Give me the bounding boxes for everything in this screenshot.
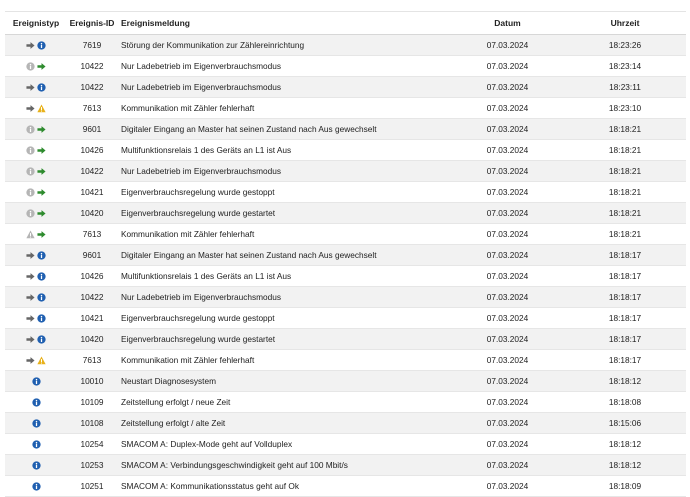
event-time-cell: 18:18:12 (564, 371, 686, 392)
event-time-cell: 18:18:17 (564, 308, 686, 329)
event-time-cell: 18:18:21 (564, 140, 686, 161)
info-icon (37, 83, 46, 92)
event-id-cell: 9601 (67, 119, 117, 140)
event-id-cell: 10421 (67, 308, 117, 329)
event-type-icons (26, 104, 46, 113)
info-icon (37, 41, 46, 50)
event-message-cell: Eigenverbrauchsregelung wurde gestoppt (117, 308, 451, 329)
event-time-cell: 18:18:12 (564, 455, 686, 476)
event-type-icons (32, 419, 41, 428)
event-id-cell: 10422 (67, 77, 117, 98)
table-row[interactable] (5, 56, 686, 77)
event-type-cell (5, 203, 67, 224)
event-message-cell: Neustart Diagnosesystem (117, 371, 451, 392)
info-grey-icon (26, 209, 35, 218)
event-date-cell: 07.03.2024 (451, 266, 564, 287)
warning-icon (37, 104, 46, 113)
event-message-cell: Nur Ladebetrieb im Eigenverbrauchsmodus (117, 161, 451, 182)
column-header-date[interactable]: Datum (451, 12, 564, 35)
event-type-cell (5, 392, 67, 413)
event-message-cell: Eigenverbrauchsregelung wurde gestartet (117, 203, 451, 224)
event-id-cell: 7613 (67, 224, 117, 245)
event-type-cell (5, 350, 67, 371)
table-row[interactable] (5, 308, 686, 329)
event-type-icons (26, 335, 46, 344)
event-message-cell: Digitaler Eingang an Master hat seinen Zustand nach Aus gewechselt (117, 245, 451, 266)
event-id-cell: 10254 (67, 434, 117, 455)
event-type-cell (5, 266, 67, 287)
info-grey-icon (26, 62, 35, 71)
event-id-cell: 10251 (67, 476, 117, 497)
event-date-cell: 07.03.2024 (451, 56, 564, 77)
event-type-cell (5, 287, 67, 308)
event-id-cell: 10426 (67, 266, 117, 287)
event-type-icons (26, 209, 46, 218)
table-header-row (5, 12, 686, 35)
event-type-icons (26, 83, 46, 92)
event-message-cell: Kommunikation mit Zähler fehlerhaft (117, 224, 451, 245)
table-row[interactable] (5, 371, 686, 392)
arrow-right-grey-icon (26, 293, 35, 302)
arrow-right-grey-icon (26, 356, 35, 365)
event-type-cell (5, 35, 67, 56)
table-row[interactable] (5, 161, 686, 182)
event-type-cell (5, 98, 67, 119)
event-date-cell: 07.03.2024 (451, 161, 564, 182)
arrow-right-green-icon (37, 209, 46, 218)
table-row[interactable] (5, 35, 686, 56)
event-message-cell: Multifunktionsrelais 1 des Geräts an L1 ist Aus (117, 266, 451, 287)
event-id-cell: 10420 (67, 203, 117, 224)
event-time-cell: 18:18:12 (564, 434, 686, 455)
info-icon (32, 398, 41, 407)
info-icon (37, 251, 46, 260)
event-date-cell: 07.03.2024 (451, 119, 564, 140)
event-message-cell: Digitaler Eingang an Master hat seinen Zustand nach Aus gewechselt (117, 119, 451, 140)
event-message-cell: Eigenverbrauchsregelung wurde gestartet (117, 329, 451, 350)
event-type-icons (32, 377, 41, 386)
arrow-right-grey-icon (26, 104, 35, 113)
event-type-icons (26, 314, 46, 323)
event-date-cell: 07.03.2024 (451, 245, 564, 266)
event-table (5, 11, 686, 497)
info-icon (32, 377, 41, 386)
column-header-event-id[interactable]: Ereignis-ID (67, 12, 117, 35)
arrow-right-green-icon (37, 230, 46, 239)
event-date-cell: 07.03.2024 (451, 287, 564, 308)
column-header-event-message[interactable]: Ereignismeldung (117, 12, 451, 35)
event-date-cell: 07.03.2024 (451, 182, 564, 203)
info-icon (32, 482, 41, 491)
event-id-cell: 10426 (67, 140, 117, 161)
event-time-cell: 18:23:26 (564, 35, 686, 56)
event-message-cell: Nur Ladebetrieb im Eigenverbrauchsmodus (117, 77, 451, 98)
event-id-cell: 10010 (67, 371, 117, 392)
event-message-cell: SMACOM A: Verbindungsgeschwindigkeit geht auf 100 Mbit/s (117, 455, 451, 476)
event-type-cell (5, 245, 67, 266)
event-type-cell (5, 455, 67, 476)
event-date-cell: 07.03.2024 (451, 140, 564, 161)
info-grey-icon (26, 167, 35, 176)
event-time-cell: 18:18:21 (564, 182, 686, 203)
event-message-cell: Störung der Kommunikation zur Zählereinrichtung (117, 35, 451, 56)
event-date-cell: 07.03.2024 (451, 35, 564, 56)
event-date-cell: 07.03.2024 (451, 392, 564, 413)
event-date-cell: 07.03.2024 (451, 434, 564, 455)
event-time-cell: 18:23:10 (564, 98, 686, 119)
event-log (5, 11, 686, 497)
event-message-cell: SMACOM A: Kommunikationsstatus geht auf Ok (117, 476, 451, 497)
event-type-cell (5, 434, 67, 455)
arrow-right-grey-icon (26, 83, 35, 92)
event-type-cell (5, 161, 67, 182)
event-id-cell: 10420 (67, 329, 117, 350)
event-type-icons (26, 272, 46, 281)
table-row[interactable] (5, 266, 686, 287)
event-type-icons (26, 125, 46, 134)
event-message-cell: Eigenverbrauchsregelung wurde gestoppt (117, 182, 451, 203)
event-date-cell: 07.03.2024 (451, 413, 564, 434)
arrow-right-green-icon (37, 146, 46, 155)
table-row[interactable] (5, 434, 686, 455)
event-type-cell (5, 119, 67, 140)
event-message-cell: SMACOM A: Duplex-Mode geht auf Vollduplex (117, 434, 451, 455)
event-type-cell (5, 413, 67, 434)
info-icon (37, 314, 46, 323)
info-icon (32, 461, 41, 470)
event-type-cell (5, 182, 67, 203)
event-id-cell: 7619 (67, 35, 117, 56)
table-row[interactable] (5, 224, 686, 245)
event-id-cell: 10422 (67, 161, 117, 182)
arrow-right-grey-icon (26, 335, 35, 344)
info-icon (37, 293, 46, 302)
event-type-cell (5, 476, 67, 497)
table-row[interactable] (5, 413, 686, 434)
arrow-right-green-icon (37, 125, 46, 134)
event-type-cell (5, 371, 67, 392)
arrow-right-green-icon (37, 167, 46, 176)
event-date-cell: 07.03.2024 (451, 98, 564, 119)
table-row[interactable] (5, 245, 686, 266)
table-row[interactable] (5, 98, 686, 119)
table-row[interactable] (5, 392, 686, 413)
table-row[interactable] (5, 455, 686, 476)
event-date-cell: 07.03.2024 (451, 455, 564, 476)
event-message-cell: Kommunikation mit Zähler fehlerhaft (117, 350, 451, 371)
event-type-icons (26, 230, 46, 239)
table-row[interactable] (5, 287, 686, 308)
event-id-cell: 10422 (67, 56, 117, 77)
event-type-icons (26, 146, 46, 155)
arrow-right-green-icon (37, 188, 46, 197)
info-grey-icon (26, 125, 35, 134)
event-type-cell (5, 329, 67, 350)
table-row[interactable] (5, 329, 686, 350)
event-message-cell: Nur Ladebetrieb im Eigenverbrauchsmodus (117, 56, 451, 77)
arrow-right-grey-icon (26, 314, 35, 323)
info-icon (32, 419, 41, 428)
event-type-cell (5, 224, 67, 245)
event-type-icons (26, 356, 46, 365)
event-table-body (5, 35, 686, 497)
event-id-cell: 7613 (67, 350, 117, 371)
info-grey-icon (26, 188, 35, 197)
event-time-cell: 18:18:17 (564, 329, 686, 350)
event-id-cell: 10253 (67, 455, 117, 476)
event-id-cell: 10422 (67, 287, 117, 308)
table-row[interactable] (5, 203, 686, 224)
event-time-cell: 18:18:17 (564, 350, 686, 371)
event-type-icons (26, 251, 46, 260)
arrow-right-green-icon (37, 62, 46, 71)
event-type-icons (32, 398, 41, 407)
event-date-cell: 07.03.2024 (451, 350, 564, 371)
event-date-cell: 07.03.2024 (451, 77, 564, 98)
info-icon (37, 335, 46, 344)
column-header-time[interactable]: Uhrzeit (564, 12, 686, 35)
event-time-cell: 18:18:17 (564, 287, 686, 308)
event-time-cell: 18:18:17 (564, 266, 686, 287)
arrow-right-grey-icon (26, 272, 35, 281)
event-time-cell: 18:15:06 (564, 413, 686, 434)
arrow-right-grey-icon (26, 251, 35, 260)
event-date-cell: 07.03.2024 (451, 476, 564, 497)
event-type-icons (26, 188, 46, 197)
event-type-icons (32, 461, 41, 470)
event-id-cell: 10108 (67, 413, 117, 434)
event-time-cell: 18:23:14 (564, 56, 686, 77)
event-id-cell: 7613 (67, 98, 117, 119)
event-date-cell: 07.03.2024 (451, 203, 564, 224)
event-id-cell: 9601 (67, 245, 117, 266)
event-time-cell: 18:18:17 (564, 245, 686, 266)
table-row[interactable] (5, 119, 686, 140)
event-type-cell (5, 56, 67, 77)
event-time-cell: 18:18:21 (564, 119, 686, 140)
arrow-right-grey-icon (26, 41, 35, 50)
event-message-cell: Multifunktionsrelais 1 des Geräts an L1 ist Aus (117, 140, 451, 161)
event-message-cell: Nur Ladebetrieb im Eigenverbrauchsmodus (117, 287, 451, 308)
event-type-icons (26, 41, 46, 50)
table-row[interactable] (5, 77, 686, 98)
event-type-cell (5, 140, 67, 161)
table-row[interactable] (5, 476, 686, 497)
event-id-cell: 10421 (67, 182, 117, 203)
info-grey-icon (26, 146, 35, 155)
event-time-cell: 18:18:08 (564, 392, 686, 413)
event-type-icons (32, 482, 41, 491)
event-type-icons (32, 440, 41, 449)
column-header-event-type[interactable]: Ereignistyp (5, 12, 67, 35)
event-message-cell: Kommunikation mit Zähler fehlerhaft (117, 98, 451, 119)
warning-icon (37, 356, 46, 365)
info-icon (32, 440, 41, 449)
event-type-cell (5, 308, 67, 329)
event-message-cell: Zeitstellung erfolgt / neue Zeit (117, 392, 451, 413)
event-type-icons (26, 62, 46, 71)
event-time-cell: 18:18:21 (564, 203, 686, 224)
event-type-icons (26, 293, 46, 302)
event-time-cell: 18:18:09 (564, 476, 686, 497)
event-date-cell: 07.03.2024 (451, 371, 564, 392)
info-icon (37, 272, 46, 281)
event-time-cell: 18:18:21 (564, 161, 686, 182)
event-date-cell: 07.03.2024 (451, 308, 564, 329)
event-type-cell (5, 77, 67, 98)
event-time-cell: 18:18:21 (564, 224, 686, 245)
event-date-cell: 07.03.2024 (451, 329, 564, 350)
event-id-cell: 10109 (67, 392, 117, 413)
table-row[interactable] (5, 350, 686, 371)
warning-grey-icon (26, 230, 35, 239)
table-row[interactable] (5, 140, 686, 161)
event-type-icons (26, 167, 46, 176)
event-message-cell: Zeitstellung erfolgt / alte Zeit (117, 413, 451, 434)
event-time-cell: 18:23:11 (564, 77, 686, 98)
event-date-cell: 07.03.2024 (451, 224, 564, 245)
table-row[interactable] (5, 182, 686, 203)
